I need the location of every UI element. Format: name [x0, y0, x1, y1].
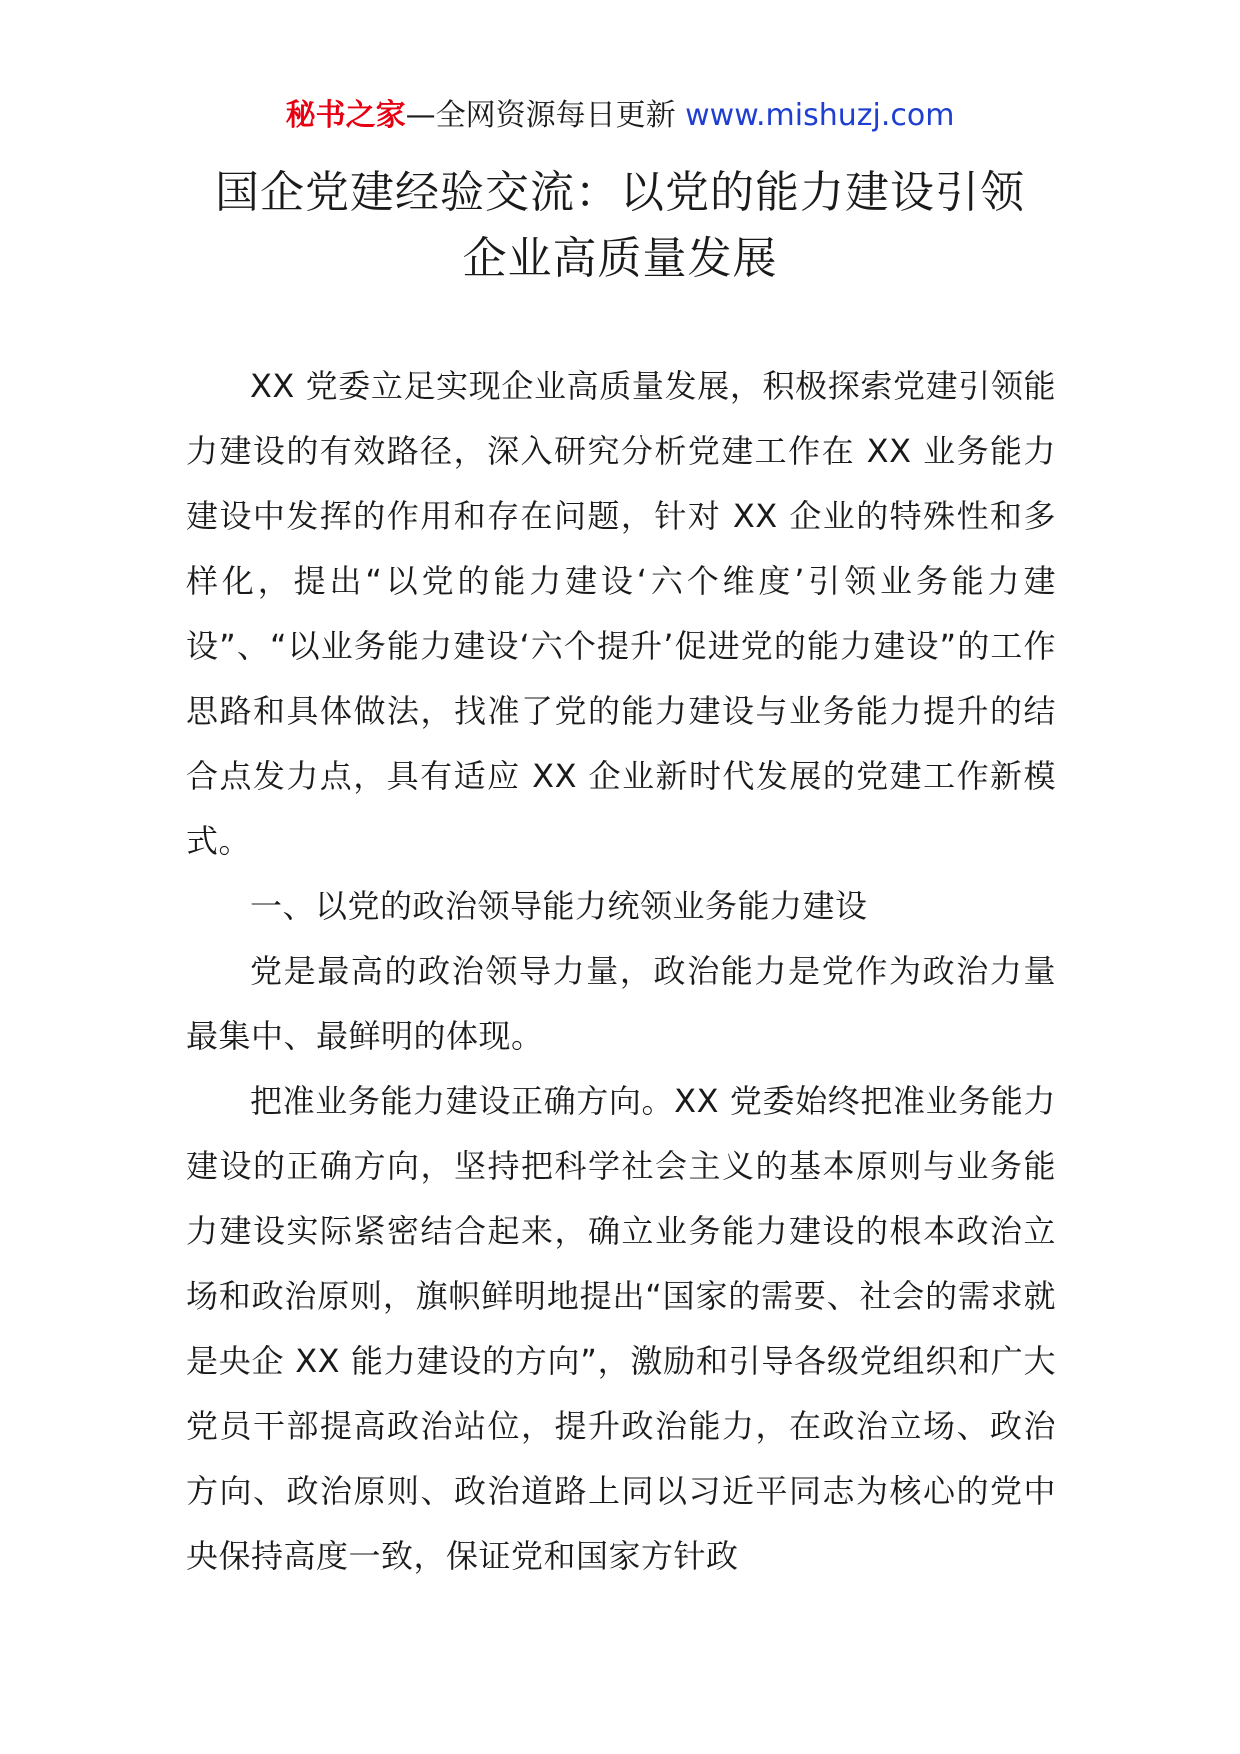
section-heading-1: 一、以党的政治领导能力统领业务能力建设 [250, 887, 868, 925]
site-slogan: —全网资源每日更新 [405, 98, 676, 133]
site-url-link[interactable]: www.mishuzj.com [685, 98, 955, 133]
site-header [0, 96, 1240, 136]
body-paragraph: 把准业务能力建设正确方向。XX 党委始终把准业务能力建设的正确方向，坚持把科学社会主义的基本原则与业务能力建设实际紧密结合起来，确立业务能力建设的根本政治立场和政治原则，旗帜鲜明地提出“国家的需要、社会的需求就是央企 XX 能力建设的方向”，激励和引导各级党组织和广大党员干部提高政治站位，提升政治能力，在政治立场、政治方向、政治原则、政治道路上同以习近平同志为核心的党中央保持高度一致，保证党和国家方针政 [186, 1082, 1056, 1575]
document-body [186, 354, 1056, 1589]
body-paragraph: 党是最高的政治领导力量，政治能力是党作为政治力量最集中、最鲜明的体现。 [186, 952, 1056, 1055]
intro-paragraph: XX 党委立足实现企业高质量发展，积极探索党建引领能力建设的有效路径，深入研究分析党建工作在 XX 业务能力建设中发挥的作用和存在问题，针对 XX 企业的特殊性和多样化，提出“以党的能力建设‘六个维度’引领业务能力建设”、“以业务能力建设‘六个提升’促进党的能力建设”的工作思路和具体做法，找准了党的能力建设与业务能力提升的结合点发力点，具有适应 XX 企业新时代发展的党建工作新模式。 [186, 367, 1056, 860]
site-name: 秘书之家 [285, 98, 406, 133]
title-line-2: 企业高质量发展 [462, 233, 778, 284]
document-title [150, 160, 1090, 292]
title-line-1: 国企党建经验交流：以党的能力建设引领 [215, 167, 1025, 218]
